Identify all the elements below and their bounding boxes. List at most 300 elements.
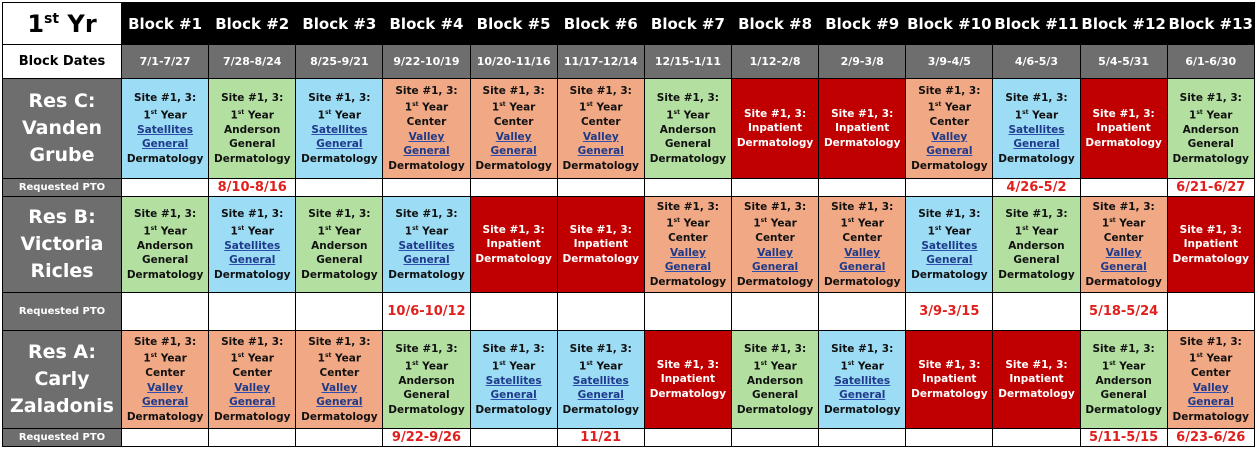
rotation-link[interactable]: General [403,145,450,158]
rotation-line: 1st Year [1014,108,1059,121]
rotation-cell-and[interactable] [296,197,383,293]
rotation-line: Dermatology [998,268,1075,281]
rotation-line: 1st Year [1189,108,1233,121]
rotation-link[interactable]: Satellites [1008,123,1065,136]
rotation-cell-and[interactable] [1080,331,1167,429]
rotation-line: Dermatology [213,410,291,423]
pto-cell[interactable]: 4/26-5/2 [993,179,1080,197]
rotation-cell-cv[interactable] [906,79,993,179]
rotation-line: 1st Year [579,101,623,114]
rotation-line: Site #1, 3: [395,84,458,97]
block-header-12: Block #12 [1080,3,1167,45]
block-dates-label: Block Dates [3,45,122,79]
rotation-link[interactable]: Satellites [834,374,891,387]
rotation-line: Dermatology [823,275,901,288]
rotation-cell-sat[interactable] [209,197,296,293]
block-dates-10: 3/9-4/5 [906,45,993,79]
rotation-line: Center [406,116,447,129]
rotation-line: Site #1, 3: [656,200,720,213]
rotation-line: Center [1190,367,1231,380]
rotation-line: 1st Year [1014,224,1059,237]
rotation-line: Inpatient [835,122,890,135]
block-dates-1: 7/1-7/27 [122,45,209,79]
rotation-link[interactable]: Valley [408,130,445,143]
rotation-line: Site #1, 3: [1092,107,1155,120]
rotation-line: Dermatology [562,252,639,265]
rotation-link[interactable]: General [577,145,624,158]
rotation-cell-cv[interactable] [731,197,818,293]
block-header-10: Block #10 [906,3,993,45]
rotation-line: 1st Year [927,101,972,114]
rotation-link[interactable]: General [751,261,799,274]
rotation-line: Site #1, 3: [221,208,284,220]
rotation-link[interactable]: General [316,396,363,409]
rotation-line: 1st Year [927,224,972,237]
rotation-line: Center [319,367,360,380]
rotation-cell-inp[interactable] [993,331,1080,429]
pto-cell[interactable] [906,429,993,447]
rotation-line: General [403,389,450,401]
pto-cell[interactable] [557,179,644,197]
resident-name-line: Res A: [27,341,97,363]
rotation-line: Site #1, 3: [569,223,632,236]
requested-pto-label: Requested PTO [3,179,122,197]
pto-cell[interactable]: 9/22-9/26 [383,429,470,447]
rotation-cell-inp[interactable] [557,197,644,293]
pto-cell[interactable] [993,293,1080,331]
rotation-cell-sat[interactable] [122,79,209,179]
rotation-line: 1st Year [404,359,449,372]
rotation-line: Site #1, 3: [308,208,371,220]
rotation-schedule-table [2,2,1255,447]
rotation-line: General [751,389,799,401]
resident-name-line: Grube [29,144,95,166]
rotation-line: 1st Year [1101,217,1146,230]
rotation-line: 1st Year [230,352,274,365]
rotation-line: Dermatology [388,403,465,416]
rotation-line: 1st Year [317,108,362,121]
pto-cell[interactable] [906,179,993,197]
rotation-cell-sat[interactable] [383,197,470,293]
block-dates-9: 2/9-3/8 [819,45,906,79]
block-dates-5: 10/20-11/16 [470,45,557,79]
pto-cell[interactable]: 3/9-3/15 [906,293,993,331]
rotation-line: 1st Year [143,352,187,365]
sheet-title: 1st Yr [3,3,122,45]
rotation-cell-inp[interactable] [731,79,818,179]
rotation-line: 1st Year [143,224,187,237]
rotation-line: 1st Year [840,359,884,372]
pto-cell[interactable]: 5/18-5/24 [1080,293,1167,331]
pto-cell[interactable] [731,293,818,331]
rotation-link[interactable]: Valley [1192,381,1229,394]
rotation-line: Dermatology [649,152,727,165]
block-dates-13: 6/1-6/30 [1167,45,1254,79]
rotation-line: Site #1, 3: [482,84,545,97]
rotation-cell-inp[interactable] [470,197,557,293]
rotation-cell-and[interactable] [383,331,470,429]
rotation-line: Site #1, 3: [395,208,458,220]
block-header-13: Block #13 [1167,3,1254,45]
rotation-line: Site #1, 3: [918,358,981,371]
block-header-2: Block #2 [209,3,296,45]
requested-pto-row [3,179,1255,197]
pto-cell[interactable] [1167,293,1254,331]
rotation-line: Anderson [136,239,194,252]
pto-cell[interactable] [122,293,209,331]
rotation-line: Dermatology [911,159,988,172]
pto-cell[interactable] [470,293,557,331]
rotation-line: Dermatology [562,403,639,416]
pto-cell[interactable] [819,293,906,331]
rotation-line: Inpatient [660,373,716,386]
resident-name-line: Zaladonis [10,395,114,417]
rotation-line: Site #1, 3: [395,343,458,355]
block-header-6: Block #6 [557,3,644,45]
resident-row [3,197,1255,293]
rotation-link[interactable]: General [926,145,973,158]
pto-cell[interactable] [819,179,906,197]
rotation-link[interactable]: Satellites [398,239,455,252]
rotation-line: Site #1, 3: [1092,200,1155,213]
rotation-cell-sat[interactable] [993,79,1080,179]
rotation-line: Inpatient [573,238,628,251]
rotation-line: Dermatology [1085,275,1162,288]
rotation-line: Anderson [746,374,804,387]
pto-cell[interactable]: 6/21-6/27 [1167,179,1254,197]
rotation-line: General [1100,389,1147,401]
rotation-line: Site #1, 3: [1092,343,1155,355]
rotation-link[interactable]: General [1100,261,1147,274]
block-header-row [3,3,1255,45]
rotation-line: Site #1, 3: [569,84,632,97]
block-dates-7: 12/15-1/11 [644,45,731,79]
rotation-cell-inp[interactable] [1167,197,1254,293]
rotation-link[interactable]: General [926,254,973,266]
rotation-link[interactable]: General [141,138,189,150]
resident-name-line: Vanden [21,117,103,139]
rotation-line: Dermatology [388,159,465,172]
pto-cell[interactable] [209,429,296,447]
rotation-line: Site #1, 3: [1179,223,1242,236]
pto-cell[interactable] [296,293,383,331]
rotation-line: 1st Year [404,101,449,114]
rotation-link[interactable]: Valley [234,381,271,394]
rotation-line: 1st Year [579,359,623,372]
rotation-line: Site #1, 3: [1179,335,1242,348]
rotation-line: Center [1103,232,1144,245]
rotation-line: Dermatology [911,268,988,281]
rotation-line: Site #1, 3: [1005,208,1068,220]
rotation-cell-sat[interactable] [906,197,993,293]
pto-cell[interactable] [470,429,557,447]
block-dates-row [3,45,1255,79]
rotation-cell-cv[interactable] [557,79,644,179]
rotation-link[interactable]: General [839,389,886,401]
block-dates-6: 11/17-12/14 [557,45,644,79]
rotation-line: Anderson [1182,123,1239,136]
rotation-line: Dermatology [126,410,204,423]
rotation-line: Site #1, 3: [308,92,371,104]
rotation-link[interactable]: General [403,254,450,266]
rotation-line: Dermatology [213,152,291,165]
rotation-line: Site #1, 3: [221,335,284,348]
rotation-line: Dermatology [126,152,204,165]
rotation-line: 1st Year [1101,359,1146,372]
rotation-line: Inpatient [747,122,803,135]
rotation-link[interactable]: Satellites [921,239,978,252]
rotation-cell-cv[interactable] [1167,331,1254,429]
block-dates-3: 8/25-9/21 [296,45,383,79]
rotation-line: Site #1, 3: [308,335,371,348]
rotation-line: Dermatology [388,268,465,281]
pto-cell[interactable] [731,429,818,447]
rotation-cell-inp[interactable] [819,79,906,179]
pto-cell[interactable] [644,429,731,447]
rotation-link[interactable]: Valley [844,246,881,259]
pto-cell[interactable] [296,179,383,197]
rotation-line: Site #1, 3: [831,107,894,120]
rotation-line: Site #1, 3: [831,200,894,213]
rotation-line: Dermatology [1172,410,1249,423]
requested-pto-row [3,429,1255,447]
rotation-line: 1st Year [840,217,884,230]
rotation-line: 1st Year [404,224,449,237]
rotation-link[interactable]: Valley [147,381,183,394]
pto-cell[interactable] [731,179,818,197]
rotation-link[interactable]: Satellites [485,374,542,387]
rotation-link[interactable]: General [490,389,537,401]
rotation-line: Site #1, 3: [1179,92,1242,104]
block-header-8: Block #8 [731,3,818,45]
rotation-line: Site #1, 3: [831,343,894,355]
rotation-link[interactable]: Valley [495,130,532,143]
rotation-line: Inpatient [922,373,977,386]
rotation-link[interactable]: General [229,254,276,266]
requested-pto-row [3,293,1255,331]
rotation-cell-sat[interactable] [470,331,557,429]
rotation-link[interactable]: General [577,389,624,401]
pto-cell[interactable] [383,179,470,197]
rotation-link[interactable]: Valley [931,130,968,143]
rotation-line: Site #1, 3: [482,223,545,236]
rotation-line: Site #1, 3: [482,343,545,355]
rotation-line: Center [929,116,970,129]
pto-cell[interactable] [470,179,557,197]
block-dates-8: 1/12-2/8 [731,45,818,79]
requested-pto-label: Requested PTO [3,293,122,331]
rotation-line: Dermatology [1085,136,1162,149]
resident-name-line: Carly [34,368,90,390]
rotation-link[interactable]: General [1013,138,1060,150]
resident-row [3,331,1255,429]
rotation-line: Center [493,116,534,129]
pto-cell[interactable]: 5/11-5/15 [1080,429,1167,447]
rotation-cell-cv[interactable] [644,197,731,293]
rotation-line: Site #1, 3: [1005,92,1068,104]
pto-cell[interactable] [557,293,644,331]
rotation-cell-cv[interactable] [209,331,296,429]
rotation-cell-cv[interactable] [122,331,209,429]
rotation-line: Inpatient [486,238,541,251]
rotation-line: Dermatology [1172,252,1249,265]
rotation-line: Dermatology [301,152,378,165]
resident-name-line: Victoria [20,233,104,255]
rotation-line: General [229,138,276,150]
rotation-line: 1st Year [491,101,536,114]
rotation-line: Anderson [659,123,717,136]
pto-cell[interactable] [209,293,296,331]
pto-cell[interactable] [122,429,209,447]
rotation-line: Site #1, 3: [133,335,197,348]
rotation-cell-and[interactable] [644,79,731,179]
pto-cell[interactable]: 10/6-10/12 [383,293,470,331]
pto-cell[interactable]: 11/21 [557,429,644,447]
pto-cell[interactable]: 8/10-8/16 [209,179,296,197]
rotation-cell-inp[interactable] [644,331,731,429]
pto-cell[interactable] [644,179,731,197]
block-dates-11: 4/6-5/3 [993,45,1080,79]
rotation-line: Site #1, 3: [743,343,807,355]
rotation-line: 1st Year [317,224,362,237]
rotation-line: Dermatology [998,387,1075,400]
rotation-link[interactable]: General [229,396,276,409]
rotation-cell-cv[interactable] [1080,197,1167,293]
rotation-line: Site #1, 3: [918,84,981,97]
rotation-link[interactable]: General [1187,396,1234,409]
rotation-line: 1st Year [666,217,710,230]
rotation-link[interactable]: Satellites [572,374,629,387]
rotation-line: Anderson [398,374,455,387]
rotation-line: Dermatology [475,159,552,172]
rotation-line: Site #1, 3: [221,92,284,104]
rotation-link[interactable]: Valley [582,130,619,143]
rotation-link[interactable]: General [316,138,363,150]
rotation-line: General [316,254,363,266]
pto-cell[interactable] [993,429,1080,447]
rotation-cell-and[interactable] [1167,79,1254,179]
rotation-line: Site #1, 3: [133,208,197,220]
rotation-line: 1st Year [753,217,797,230]
rotation-cell-and[interactable] [209,79,296,179]
block-header-9: Block #9 [819,3,906,45]
rotation-cell-sat[interactable] [296,79,383,179]
pto-cell[interactable]: 6/23-6/26 [1167,429,1254,447]
rotation-cell-cv[interactable] [470,79,557,179]
block-dates-2: 7/28-8/24 [209,45,296,79]
rotation-line: General [1013,254,1060,266]
rotation-link[interactable]: Valley [321,381,358,394]
rotation-line: Dermatology [736,403,814,416]
rotation-line: Dermatology [998,152,1075,165]
rotation-cell-inp[interactable] [1080,79,1167,179]
rotation-link[interactable]: General [490,145,537,158]
rotation-line: Center [668,232,708,245]
resident-name-line: Res B: [28,206,96,228]
rotation-line: Dermatology [562,159,639,172]
rotation-line: Site #1, 3: [1005,358,1068,371]
requested-pto-label: Requested PTO [3,429,122,447]
rotation-line: Dermatology [736,275,814,288]
rotation-line: Dermatology [1172,152,1249,165]
rotation-cell-sat[interactable] [557,331,644,429]
rotation-cell-and[interactable] [993,197,1080,293]
rotation-link[interactable]: Satellites [224,239,281,252]
rotation-cell-and[interactable] [731,331,818,429]
block-header-3: Block #3 [296,3,383,45]
rotation-line: Site #1, 3: [133,92,197,104]
rotation-cell-cv[interactable] [819,197,906,293]
rotation-link[interactable]: Satellites [137,123,194,136]
block-dates-12: 5/4-5/31 [1080,45,1167,79]
rotation-link[interactable]: General [839,261,886,274]
rotation-line: 1st Year [491,359,536,372]
rotation-cell-cv[interactable] [383,79,470,179]
pto-cell[interactable] [819,429,906,447]
rotation-line: Site #1, 3: [918,208,981,220]
rotation-link[interactable]: Valley [1105,246,1142,259]
pto-cell[interactable] [122,179,209,197]
rotation-link[interactable]: General [141,396,189,409]
resident-name-line: Res C: [28,90,96,112]
resident-row [3,79,1255,179]
rotation-line: 1st Year [666,108,710,121]
rotation-line: Center [755,232,795,245]
pto-cell[interactable] [296,429,383,447]
rotation-line: Center [580,116,621,129]
rotation-line: Dermatology [213,268,291,281]
rotation-cell-inp[interactable] [906,331,993,429]
rotation-link[interactable]: General [664,261,712,274]
rotation-line: Center [842,232,882,245]
rotation-line: Dermatology [649,275,727,288]
block-header-4: Block #4 [383,3,470,45]
rotation-line: 1st Year [753,359,797,372]
rotation-line: Site #1, 3: [656,358,720,371]
pto-cell[interactable] [644,293,731,331]
resident-name [3,79,122,179]
rotation-line: Dermatology [649,387,727,400]
rotation-line: Site #1, 3: [743,107,807,120]
rotation-line: 1st Year [230,108,274,121]
rotation-link[interactable]: Satellites [311,123,368,136]
rotation-line: Anderson [1008,239,1065,252]
rotation-line: Dermatology [823,403,901,416]
rotation-line: 1st Year [1189,352,1233,365]
rotation-line: Inpatient [1009,373,1064,386]
rotation-link[interactable]: Valley [670,246,706,259]
block-header-1: Block #1 [122,3,209,45]
pto-cell[interactable] [1080,179,1167,197]
resident-name-line: Ricles [30,260,94,282]
rotation-line: Center [232,367,273,380]
rotation-line: 1st Year [317,352,362,365]
rotation-line: Site #1, 3: [569,343,632,355]
rotation-cell-and[interactable] [122,197,209,293]
block-header-7: Block #7 [644,3,731,45]
rotation-line: Dermatology [475,252,552,265]
rotation-line: Dermatology [301,410,378,423]
rotation-line: Anderson [224,123,281,136]
rotation-line: Dermatology [911,387,988,400]
rotation-cell-cv[interactable] [296,331,383,429]
rotation-line: Site #1, 3: [743,200,807,213]
rotation-line: Inpatient [1096,122,1151,135]
rotation-line: Dermatology [736,136,814,149]
rotation-link[interactable]: Valley [757,246,793,259]
rotation-cell-sat[interactable] [819,331,906,429]
rotation-line: Inpatient [1183,238,1238,251]
